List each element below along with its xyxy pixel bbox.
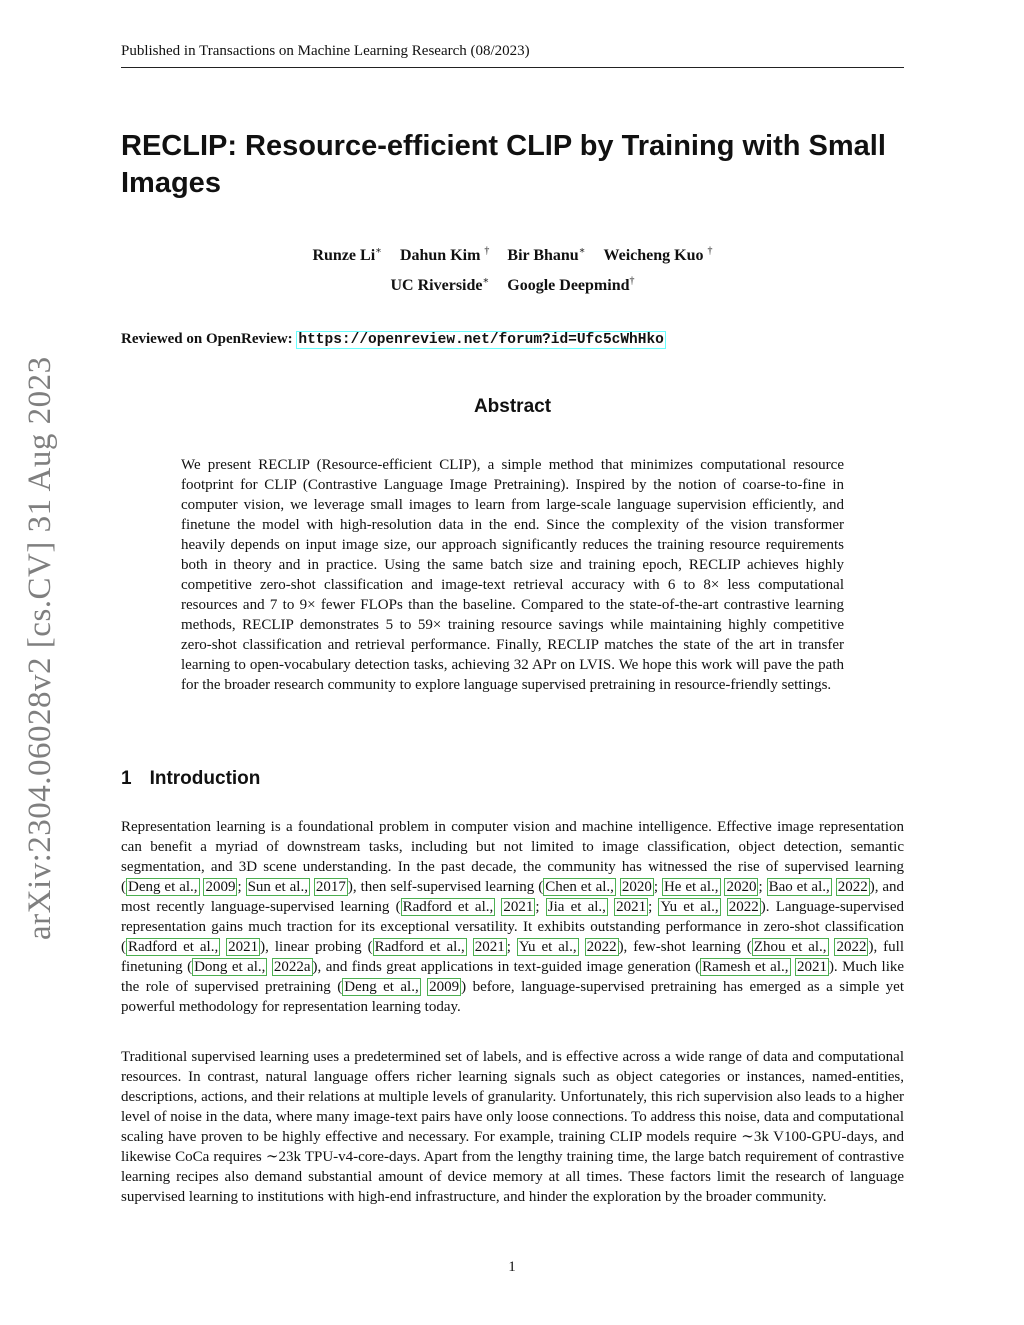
- citation-link[interactable]: Yu et al.,: [518, 939, 577, 955]
- paragraph-text: ), then self-supervised learning (: [347, 879, 544, 895]
- arxiv-identifier-stamp: arXiv:2304.06028v2 [cs.CV] 31 Aug 2023: [22, 356, 58, 940]
- paragraph-text: Representation learning is a foundational problem in computer vision and machine intelligence. Effective image representation can benefit a myriad of downstream tasks, including but not limited to image classification, object detection, semantic segmentation, and 3D scene understanding. In the past decade, the community has witnessed the rise of supervised learning (: [121, 819, 904, 895]
- paragraph-text: ), and finds great applications in text-guided image generation (: [312, 959, 701, 975]
- abstract-heading: Abstract: [473, 396, 552, 417]
- citation-link[interactable]: 2017: [315, 879, 346, 895]
- paper-title: RECLIP: Resource-efficient CLIP by Training with Small Images: [121, 130, 886, 199]
- citation-link[interactable]: 2022: [836, 939, 867, 955]
- citation-link[interactable]: 2021: [796, 959, 827, 975]
- paragraph-text: [579, 939, 585, 955]
- citation-link[interactable]: 2021: [474, 939, 505, 955]
- paragraph-text: ;: [648, 899, 659, 915]
- intro-paragraph-1: [121, 817, 904, 1017]
- affiliation-list: [121, 276, 904, 295]
- citation-link[interactable]: Radford et al.,: [402, 899, 494, 915]
- author-name: Bir Bhanu∗: [507, 246, 586, 265]
- citation-link[interactable]: Sun et al.,: [247, 879, 308, 895]
- citation-link[interactable]: Zhou et al.,: [753, 939, 827, 955]
- citation-link[interactable]: 2022: [586, 939, 617, 955]
- citation-link[interactable]: 2022: [728, 899, 759, 915]
- author-name: Weicheng Kuo †: [603, 246, 713, 265]
- paragraph-text: ;: [758, 879, 767, 895]
- citation-link[interactable]: 2021: [503, 899, 534, 915]
- citation-link[interactable]: Dong et al.,: [194, 959, 266, 975]
- page-number: 1: [508, 1259, 516, 1275]
- paragraph-text: ), few-shot learning (: [618, 939, 752, 955]
- citation-link[interactable]: Chen et al.,: [545, 879, 614, 895]
- citation-link[interactable]: 2009: [205, 879, 236, 895]
- section-number: 1: [121, 768, 132, 789]
- paragraph-text: ;: [653, 879, 662, 895]
- citation-link[interactable]: He et al.,: [663, 879, 719, 895]
- author-name: Runze Li∗: [312, 246, 382, 265]
- citation-link[interactable]: Deng et al.,: [344, 979, 419, 995]
- citation-link[interactable]: 2009: [429, 979, 460, 995]
- citation-link[interactable]: 2022: [837, 879, 868, 895]
- intro-paragraph-2: Traditional supervised learning uses a predetermined set of labels, and is effective across a wide range of data and computational resources. In contrast, natural language offers richer learning signals such as object categories or instances, named-entities, descriptions, actions, and their relations at multiple levels of granularity. Unfortunately, this rich supervision also leads to a higher level of noise in the data, where many image-text pairs have only loose connections. To address this noise, data and computational scaling have proven to be highly effective and necessary. For example, training CLIP models require ∼3k V100-GPU-days, and likewise CoCa requires ∼23k TPU-v4-core-days. Apart from the lengthy training time, the large batch requirement of contrastive learning recipes also demand substantial amount of device memory at all times. These factors limit the research of language supervised learning to institutions with high-end infrastructure, and hinder the exploration by the broader community.: [121, 1049, 904, 1205]
- paragraph-text: [721, 899, 727, 915]
- citation-link[interactable]: Deng et al.,: [128, 879, 198, 895]
- paragraph-text: ) before, language-supervised pretraining has emerged as a simple yet powerful methodology for representation learning today.: [121, 979, 905, 1015]
- openreview-label: Reviewed on OpenReview:: [121, 331, 297, 347]
- paragraph-text: ), and most recently language-supervised learning (: [121, 879, 905, 915]
- paragraph-text: ;: [535, 899, 546, 915]
- citation-link[interactable]: Radford et al.,: [374, 939, 465, 955]
- running-header: Published in Transactions on Machine Learning Research (08/2023): [121, 43, 904, 68]
- paragraph-text: ;: [237, 879, 246, 895]
- paragraph-text: ). Much like the role of supervised pretraining (: [121, 959, 905, 995]
- paragraph-text: [467, 939, 473, 955]
- citation-link[interactable]: Bao et al.,: [768, 879, 830, 895]
- citation-link[interactable]: 2022a: [273, 959, 311, 975]
- openreview-line: [121, 331, 666, 348]
- citation-link[interactable]: 2021: [228, 939, 259, 955]
- citation-link[interactable]: 2021: [616, 899, 647, 915]
- paragraph-text: ;: [506, 939, 517, 955]
- citation-link[interactable]: Radford et al.,: [128, 939, 219, 955]
- citation-link[interactable]: 2020: [621, 879, 652, 895]
- citation-link[interactable]: Jia et al.,: [547, 899, 606, 915]
- citation-link[interactable]: Ramesh et al.,: [702, 959, 789, 975]
- openreview-link[interactable]: https://openreview.net/forum?id=Ufc5cWhHko: [298, 332, 664, 348]
- section-title: Introduction: [149, 768, 261, 789]
- affiliation-name: Google Deepmind†: [507, 276, 635, 295]
- author-list: [121, 246, 904, 265]
- citation-link[interactable]: 2020: [726, 879, 757, 895]
- paragraph-text: ). Language-supervised representation gains much traction for its exceptional versatility. It exhibits outstanding performance in zero-shot classification (: [121, 899, 904, 955]
- abstract-text: We present RECLIP (Resource-efficient CLIP), a simple method that minimizes computational resource footprint for CLIP (Contrastive Language Image Pretraining). Inspired by the notion of coarse-to-fine in computer vision, we leverage small images to learn from large-scale language supervision efficiently, and finetune the model with high-resolution data in the end. Since the complexity of the vision transformer heavily depends on input image size, our approach significantly reduces the training resource requirements both in theory and in practice. Using the same batch size and training epoch, RECLIP achieves highly competitive zero-shot classification and image-text retrieval accuracy with 6 to 8× less computational resources and 7 to 9× fewer FLOPs than the baseline. Compared to the state-of-the-art contrastive learning methods, RECLIP demonstrates 5 to 59× training resource savings while maintaining highly competitive zero-shot classification and retrieval performance. Finally, RECLIP matches the state of the art in transfer learning to open-vocabulary detection tasks, achieving 32 APr on LVIS. We hope this work will pave the path for the broader research community to explore language supervised pretraining in resource-friendly settings.: [181, 457, 844, 693]
- section-heading-introduction: [121, 768, 260, 790]
- author-name: Dahun Kim †: [399, 246, 490, 265]
- paragraph-text: ), linear probing (: [260, 939, 373, 955]
- citation-link[interactable]: Yu et al.,: [660, 899, 719, 915]
- affiliation-name: UC Riverside∗: [390, 276, 490, 295]
- paragraph-text: ), full finetuning (: [121, 939, 904, 975]
